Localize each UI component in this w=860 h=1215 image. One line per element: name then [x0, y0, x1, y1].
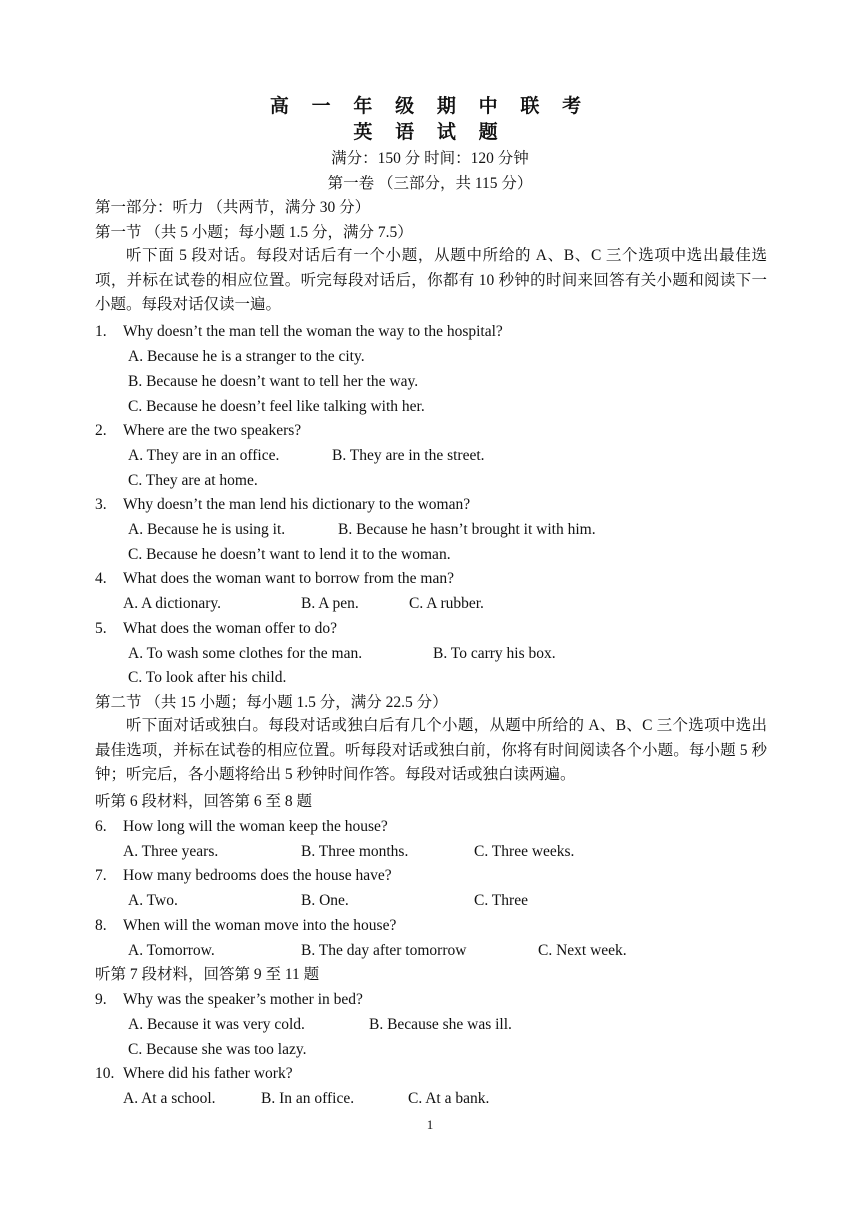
- section2-instructions: 听下面对话或独白。每段对话或独白后有几个小题，从题中所给的 A、B、C 三个选项中选出最佳选项，并标在试卷的相应位置。听每段对话或独白前，你将有时间阅读各个小题。每小题 5 秒钟；听完后，各小题将给出 5 秒钟时间作答。每段对话或独白读两遍。: [95, 717, 767, 784]
- option: C. Because she was too lazy.: [128, 1041, 307, 1058]
- option: A. Because he is a stranger to the city.: [128, 348, 365, 365]
- option: C. At a bank.: [408, 1090, 490, 1107]
- option: A. Because it was very cold.: [128, 1016, 305, 1033]
- question-text: What does the woman offer to do?: [123, 620, 338, 637]
- option: C. Because he doesn’t want to lend it to the woman.: [128, 546, 451, 563]
- section1-instructions: 听下面 5 段对话。每段对话后有一个小题，从题中所给的 A、B、C 三个选项中选出最佳选项，并标在试卷的相应位置。听完每段对话后，你都有 10 秒钟的时间来回答有关小题和阅读下一小题。每段对话仅读一遍。: [95, 247, 767, 314]
- question-text: How many bedrooms does the house have?: [123, 867, 392, 884]
- option: B. To carry his box.: [433, 645, 556, 662]
- question-number: 10.: [95, 1065, 115, 1082]
- option: A. Three years.: [123, 843, 219, 860]
- question-text: What does the woman want to borrow from the man?: [123, 570, 455, 587]
- option: C. Three: [474, 892, 528, 909]
- question-text: Where did his father work?: [123, 1065, 293, 1082]
- option: C. To look after his child.: [128, 669, 287, 686]
- question-text: Why was the speaker’s mother in bed?: [123, 991, 363, 1008]
- question-number: 2.: [95, 422, 107, 439]
- material-7-heading: 听第 7 段材料，回答第 9 至 11 题: [95, 966, 320, 983]
- question-number: 8.: [95, 917, 107, 934]
- option: A. They are in an office.: [128, 447, 280, 464]
- option: A. Because he is using it.: [128, 521, 286, 538]
- option: B. Because he doesn’t want to tell her the way.: [128, 373, 419, 390]
- option: A. To wash some clothes for the man.: [128, 645, 363, 662]
- question-number: 1.: [95, 323, 107, 340]
- option: B. A pen.: [301, 595, 359, 612]
- option: A. Two.: [128, 892, 178, 909]
- section1-heading: 第一节 （共 5 小题；每小题 1.5 分，满分 7.5）: [95, 224, 413, 241]
- question-text: How long will the woman keep the house?: [123, 818, 388, 835]
- question-number: 9.: [95, 991, 107, 1008]
- option: A. A dictionary.: [123, 595, 222, 612]
- material-6-heading: 听第 6 段材料，回答第 6 至 8 题: [95, 793, 313, 810]
- option: B. The day after tomorrow: [301, 942, 467, 959]
- question-text: Why doesn’t the man tell the woman the way to the hospital?: [123, 323, 503, 340]
- option: A. Tomorrow.: [128, 942, 215, 959]
- part1-heading: 第一部分：听力 （共两节，满分 30 分）: [95, 199, 371, 216]
- option: C. Three weeks.: [474, 843, 575, 860]
- question-number: 7.: [95, 867, 107, 884]
- page-number: 1: [426, 1117, 434, 1132]
- subject-title: 英 语 试 题: [353, 122, 507, 143]
- question-text: Why doesn’t the man lend his dictionary to the woman?: [123, 496, 471, 513]
- option: B. In an office.: [261, 1090, 355, 1107]
- exam-meta: 满分：150 分 时间：120 分钟: [331, 150, 529, 167]
- option: C. Next week.: [538, 942, 627, 959]
- question-number: 5.: [95, 620, 107, 637]
- question-text: When will the woman move into the house?: [123, 917, 397, 934]
- option: C. Because he doesn’t feel like talking with her.: [128, 398, 425, 415]
- question-text: Where are the two speakers?: [123, 422, 302, 439]
- option: B. One.: [301, 892, 349, 909]
- option: B. Because she was ill.: [369, 1016, 512, 1033]
- option: B. Three months.: [301, 843, 409, 860]
- question-number: 3.: [95, 496, 107, 513]
- option: A. At a school.: [123, 1090, 216, 1107]
- option: C. A rubber.: [409, 595, 484, 612]
- question-number: 4.: [95, 570, 107, 587]
- volume-heading: 第一卷 （三部分，共 115 分）: [327, 175, 533, 192]
- option: B. Because he hasn’t brought it with him.: [338, 521, 596, 538]
- exam-title: 高 一 年 级 期 中 联 考: [269, 96, 591, 117]
- question-number: 6.: [95, 818, 107, 835]
- section2-heading: 第二节 （共 15 小题；每小题 1.5 分，满分 22.5 分）: [95, 694, 448, 711]
- option: C. They are at home.: [128, 472, 258, 489]
- option: B. They are in the street.: [332, 447, 485, 464]
